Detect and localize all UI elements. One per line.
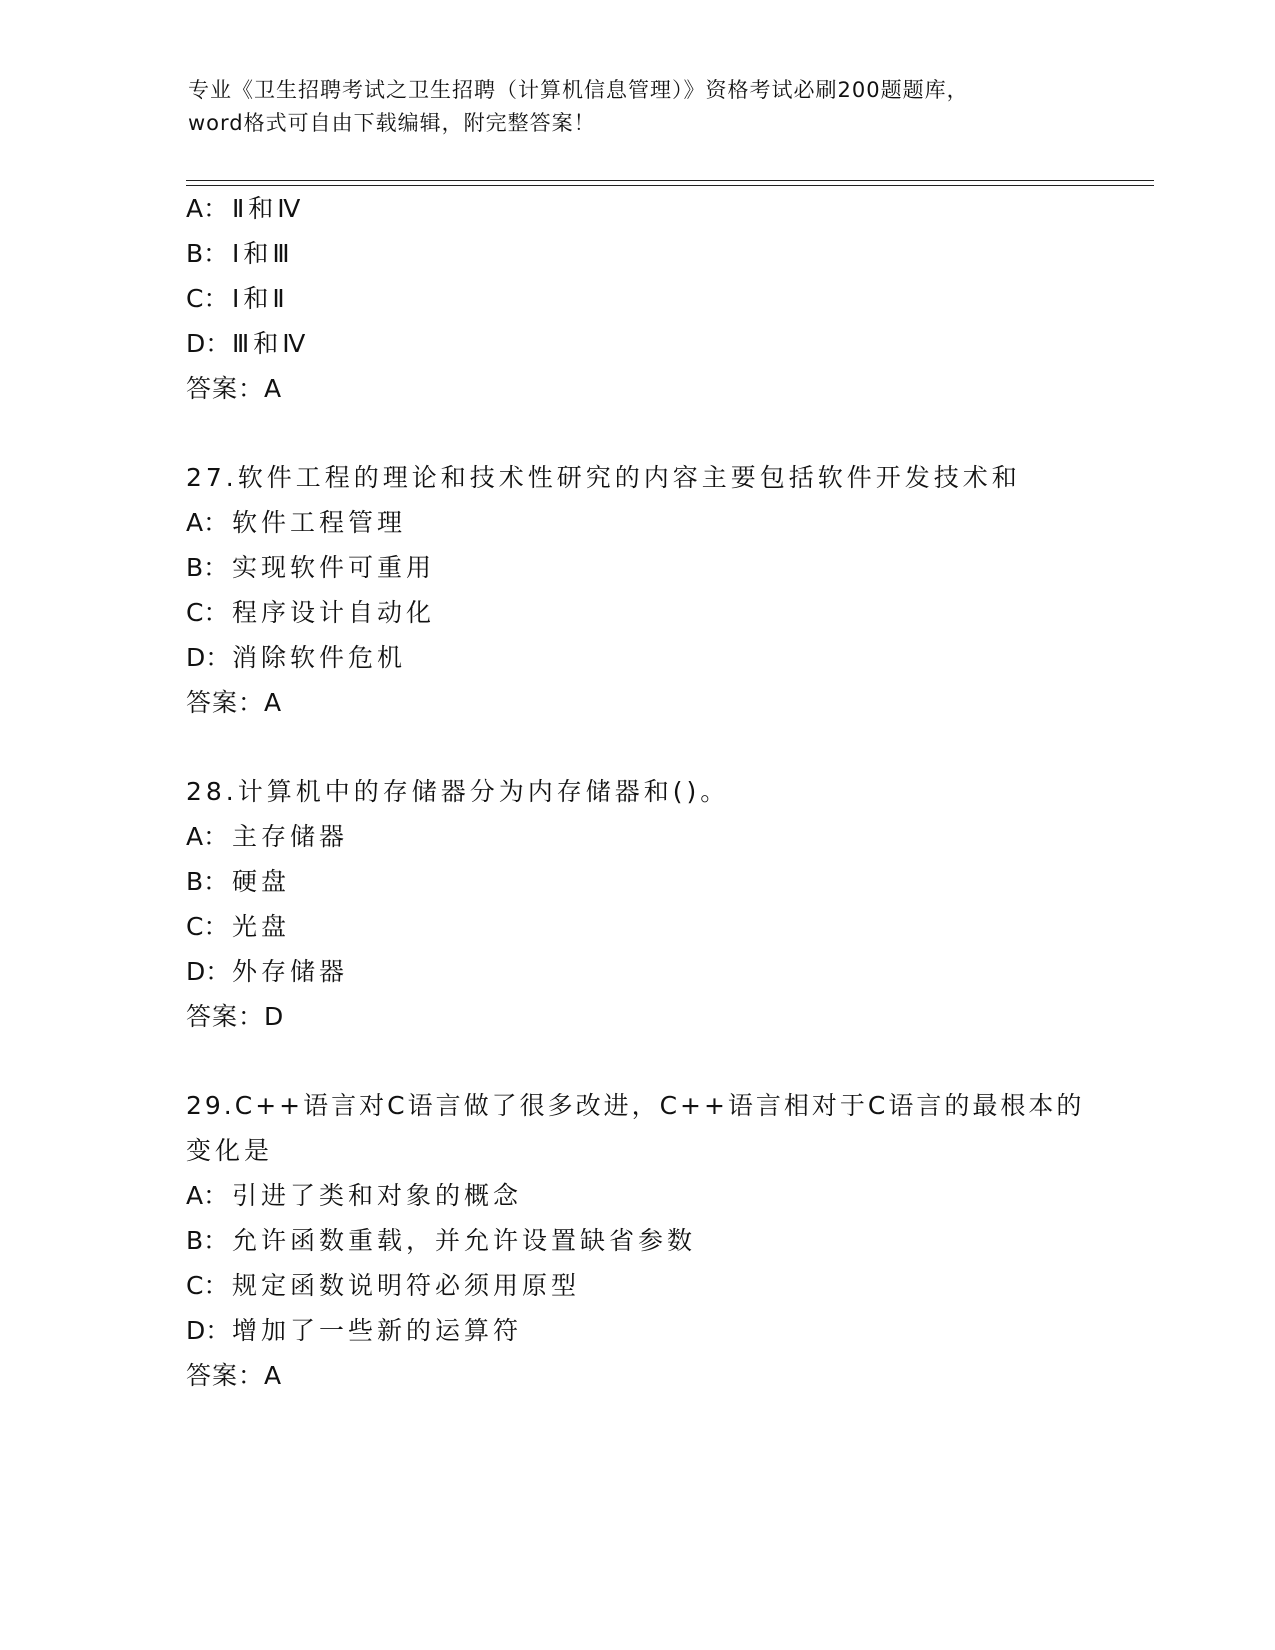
- option-letter: A：: [186, 822, 229, 851]
- option-letter: A：: [186, 194, 229, 223]
- document-header: [188, 74, 1088, 140]
- option-letter: D：: [186, 1316, 231, 1345]
- option-letter: C：: [186, 284, 229, 313]
- option-text: 实现软件可重用: [232, 553, 436, 582]
- question-27-stem: 27.软件工程的理论和技术性研究的内容主要包括软件开发技术和: [186, 463, 1021, 492]
- question-28-stem: 28.计算机中的存储器分为内存储器和()。: [186, 777, 730, 806]
- option-letter: C：: [186, 912, 229, 941]
- option-c: [186, 1270, 580, 1302]
- option-letter: D：: [186, 957, 231, 986]
- option-letter: B：: [186, 1226, 229, 1255]
- option-letter: B：: [186, 867, 229, 896]
- option-text: 规定函数说明符必须用原型: [232, 1271, 581, 1300]
- option-d: [186, 328, 309, 360]
- option-letter: C：: [186, 598, 229, 627]
- option-c: [186, 597, 435, 629]
- option-text: 消除软件危机: [232, 643, 407, 672]
- option-letter: B：: [186, 239, 229, 268]
- option-text: 增加了一些新的运算符: [232, 1316, 523, 1345]
- option-text: 光盘: [232, 912, 291, 941]
- option-letter: A：: [186, 1181, 229, 1210]
- option-b: [186, 238, 294, 270]
- option-text: 主存储器: [232, 822, 349, 851]
- option-letter: A：: [186, 508, 229, 537]
- option-text: 硬盘: [232, 867, 291, 896]
- option-a: [186, 1180, 522, 1212]
- option-d: [186, 642, 406, 674]
- option-text: 程序设计自动化: [232, 598, 436, 627]
- option-b: [186, 866, 290, 898]
- option-c: [186, 911, 290, 943]
- option-text: Ⅲ和Ⅳ: [232, 329, 310, 358]
- answer-line: 答案：A: [186, 688, 283, 717]
- option-letter: D：: [186, 643, 231, 672]
- option-text: Ⅰ和Ⅲ: [232, 239, 294, 268]
- option-text: Ⅰ和Ⅱ: [232, 284, 289, 313]
- option-letter: B：: [186, 553, 229, 582]
- option-c: [186, 283, 289, 315]
- question-29-stem-line-2: 变化是: [186, 1136, 274, 1165]
- header-rule-bottom: [186, 185, 1154, 186]
- option-letter: D：: [186, 329, 231, 358]
- option-text: 软件工程管理: [232, 508, 407, 537]
- answer-line: 答案：A: [186, 374, 283, 403]
- option-text: Ⅱ和Ⅳ: [232, 194, 305, 223]
- option-d: [186, 1315, 522, 1347]
- answer-line: 答案：A: [186, 1361, 283, 1390]
- option-a: [186, 821, 348, 853]
- option-text: 允许函数重载，并允许设置缺省参数: [232, 1226, 697, 1255]
- header-rule-top: [186, 180, 1154, 181]
- option-a: [186, 193, 304, 225]
- option-b: [186, 552, 435, 584]
- option-text: 外存储器: [232, 957, 349, 986]
- option-d: [186, 956, 348, 988]
- question-29-stem-line-1: 29.C++语言对C语言做了很多改进，C++语言相对于C语言的最根本的: [186, 1091, 1085, 1120]
- option-text: 引进了类和对象的概念: [232, 1181, 523, 1210]
- option-letter: C：: [186, 1271, 229, 1300]
- option-a: [186, 507, 406, 539]
- header-title-line-2: word格式可自由下载编辑，附完整答案！: [188, 111, 596, 135]
- header-title-line-1: 专业《卫生招聘考试之卫生招聘（计算机信息管理）》资格考试必刷200题题库，: [188, 78, 969, 102]
- option-b: [186, 1225, 696, 1257]
- answer-line: 答案：D: [186, 1002, 285, 1031]
